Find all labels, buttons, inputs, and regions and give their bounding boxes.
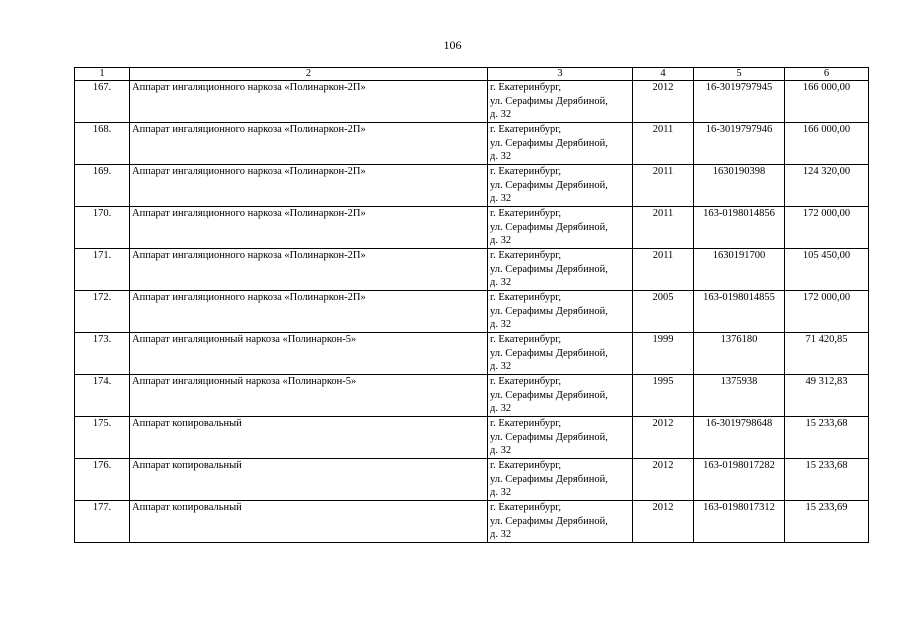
- address-line: д. 32: [490, 151, 512, 162]
- inventory-number: 16-3019797946: [694, 123, 785, 165]
- table-row: [75, 165, 869, 207]
- item-name: Аппарат копировальный: [130, 459, 488, 501]
- address-line: д. 32: [490, 403, 512, 414]
- address-line: ул. Серафимы Дерябиной,: [490, 263, 608, 275]
- address-line: ул. Серафимы Дерябиной,: [490, 95, 608, 107]
- address-line: г. Екатеринбург,: [490, 376, 562, 387]
- item-address: [488, 207, 633, 249]
- address-line: г. Екатеринбург,: [490, 250, 562, 261]
- row-number: 174.: [75, 375, 130, 417]
- table-body: [75, 81, 869, 543]
- item-name: Аппарат ингаляционного наркоза «Полинаркон-2П»: [130, 81, 488, 123]
- item-address: [488, 375, 633, 417]
- item-cost: 15 233,68: [785, 459, 869, 501]
- row-number: 177.: [75, 501, 130, 543]
- address-line: г. Екатеринбург,: [490, 208, 562, 219]
- item-year: 2011: [633, 249, 694, 291]
- item-cost: 172 000,00: [785, 207, 869, 249]
- table-row: [75, 375, 869, 417]
- column-header-5: 5: [694, 68, 785, 81]
- table-row: [75, 333, 869, 375]
- row-number: 176.: [75, 459, 130, 501]
- item-cost: 15 233,68: [785, 417, 869, 459]
- table-row: [75, 249, 869, 291]
- inventory-number: 1376180: [694, 333, 785, 375]
- address-line: ул. Серафимы Дерябиной,: [490, 473, 608, 485]
- row-number: 167.: [75, 81, 130, 123]
- item-name: Аппарат ингаляционного наркоза «Полинаркон-2П»: [130, 123, 488, 165]
- item-cost: 71 420,85: [785, 333, 869, 375]
- address-line: д. 32: [490, 193, 512, 204]
- inventory-number: 16-3019798648: [694, 417, 785, 459]
- row-number: 168.: [75, 123, 130, 165]
- table-row: [75, 123, 869, 165]
- inventory-table: [74, 67, 869, 543]
- address-line: г. Екатеринбург,: [490, 166, 562, 177]
- item-name: Аппарат ингаляционный наркоза «Полинаркон-5»: [130, 375, 488, 417]
- item-address: [488, 249, 633, 291]
- item-name: Аппарат ингаляционного наркоза «Полинаркон-2П»: [130, 207, 488, 249]
- item-name: Аппарат ингаляционного наркоза «Полинаркон-2П»: [130, 165, 488, 207]
- item-cost: 124 320,00: [785, 165, 869, 207]
- table-row: [75, 81, 869, 123]
- item-cost: 166 000,00: [785, 123, 869, 165]
- row-number: 169.: [75, 165, 130, 207]
- address-line: г. Екатеринбург,: [490, 502, 562, 513]
- address-line: г. Екатеринбург,: [490, 124, 562, 135]
- inventory-number: 1375938: [694, 375, 785, 417]
- item-year: 2012: [633, 417, 694, 459]
- column-header-1: 1: [75, 68, 130, 81]
- item-address: [488, 291, 633, 333]
- column-header-2: 2: [130, 68, 488, 81]
- item-name: Аппарат ингаляционного наркоза «Полинаркон-2П»: [130, 291, 488, 333]
- item-address: [488, 501, 633, 543]
- address-line: г. Екатеринбург,: [490, 418, 562, 429]
- inventory-number: 1630190398: [694, 165, 785, 207]
- address-line: д. 32: [490, 361, 512, 372]
- page-number: 106: [443, 38, 462, 52]
- item-year: 2011: [633, 123, 694, 165]
- column-header-3: 3: [488, 68, 633, 81]
- address-line: д. 32: [490, 487, 512, 498]
- address-line: ул. Серафимы Дерябиной,: [490, 389, 608, 401]
- item-name: Аппарат ингаляционный наркоза «Полинаркон-5»: [130, 333, 488, 375]
- address-line: д. 32: [490, 445, 512, 456]
- item-year: 2011: [633, 207, 694, 249]
- column-header-4: 4: [633, 68, 694, 81]
- row-number: 172.: [75, 291, 130, 333]
- item-name: Аппарат копировальный: [130, 501, 488, 543]
- table-header: [75, 68, 869, 81]
- address-line: ул. Серафимы Дерябиной,: [490, 305, 608, 317]
- row-number: 173.: [75, 333, 130, 375]
- address-line: д. 32: [490, 319, 512, 330]
- inventory-number: 16-3019797945: [694, 81, 785, 123]
- table-row: [75, 501, 869, 543]
- item-address: [488, 417, 633, 459]
- item-address: [488, 81, 633, 123]
- item-address: [488, 333, 633, 375]
- item-cost: 105 450,00: [785, 249, 869, 291]
- address-line: д. 32: [490, 235, 512, 246]
- address-line: ул. Серафимы Дерябиной,: [490, 179, 608, 191]
- table-row: [75, 459, 869, 501]
- row-number: 175.: [75, 417, 130, 459]
- table-row: [75, 207, 869, 249]
- inventory-number: 163-0198014856: [694, 207, 785, 249]
- item-year: 2005: [633, 291, 694, 333]
- inventory-number: 1630191700: [694, 249, 785, 291]
- item-year: 1999: [633, 333, 694, 375]
- item-year: 2012: [633, 459, 694, 501]
- row-number: 170.: [75, 207, 130, 249]
- item-name: Аппарат копировальный: [130, 417, 488, 459]
- address-line: ул. Серафимы Дерябиной,: [490, 431, 608, 443]
- column-header-6: 6: [785, 68, 869, 81]
- address-line: ул. Серафимы Дерябиной,: [490, 347, 608, 359]
- item-year: 2012: [633, 501, 694, 543]
- address-line: г. Екатеринбург,: [490, 82, 562, 93]
- item-cost: 166 000,00: [785, 81, 869, 123]
- item-cost: 15 233,69: [785, 501, 869, 543]
- item-address: [488, 459, 633, 501]
- header-row: [75, 68, 869, 81]
- table-row: [75, 291, 869, 333]
- item-year: 2011: [633, 165, 694, 207]
- address-line: г. Екатеринбург,: [490, 292, 562, 303]
- item-address: [488, 123, 633, 165]
- address-line: г. Екатеринбург,: [490, 334, 562, 345]
- inventory-number: 163-0198014855: [694, 291, 785, 333]
- table-row: [75, 417, 869, 459]
- address-line: д. 32: [490, 109, 512, 120]
- inventory-number: 163-0198017282: [694, 459, 785, 501]
- item-year: 2012: [633, 81, 694, 123]
- address-line: г. Екатеринбург,: [490, 460, 562, 471]
- item-address: [488, 165, 633, 207]
- address-line: д. 32: [490, 277, 512, 288]
- item-cost: 172 000,00: [785, 291, 869, 333]
- item-cost: 49 312,83: [785, 375, 869, 417]
- inventory-number: 163-0198017312: [694, 501, 785, 543]
- address-line: ул. Серафимы Дерябиной,: [490, 137, 608, 149]
- item-year: 1995: [633, 375, 694, 417]
- address-line: ул. Серафимы Дерябиной,: [490, 515, 608, 527]
- address-line: д. 32: [490, 529, 512, 540]
- row-number: 171.: [75, 249, 130, 291]
- item-name: Аппарат ингаляционного наркоза «Полинаркон-2П»: [130, 249, 488, 291]
- address-line: ул. Серафимы Дерябиной,: [490, 221, 608, 233]
